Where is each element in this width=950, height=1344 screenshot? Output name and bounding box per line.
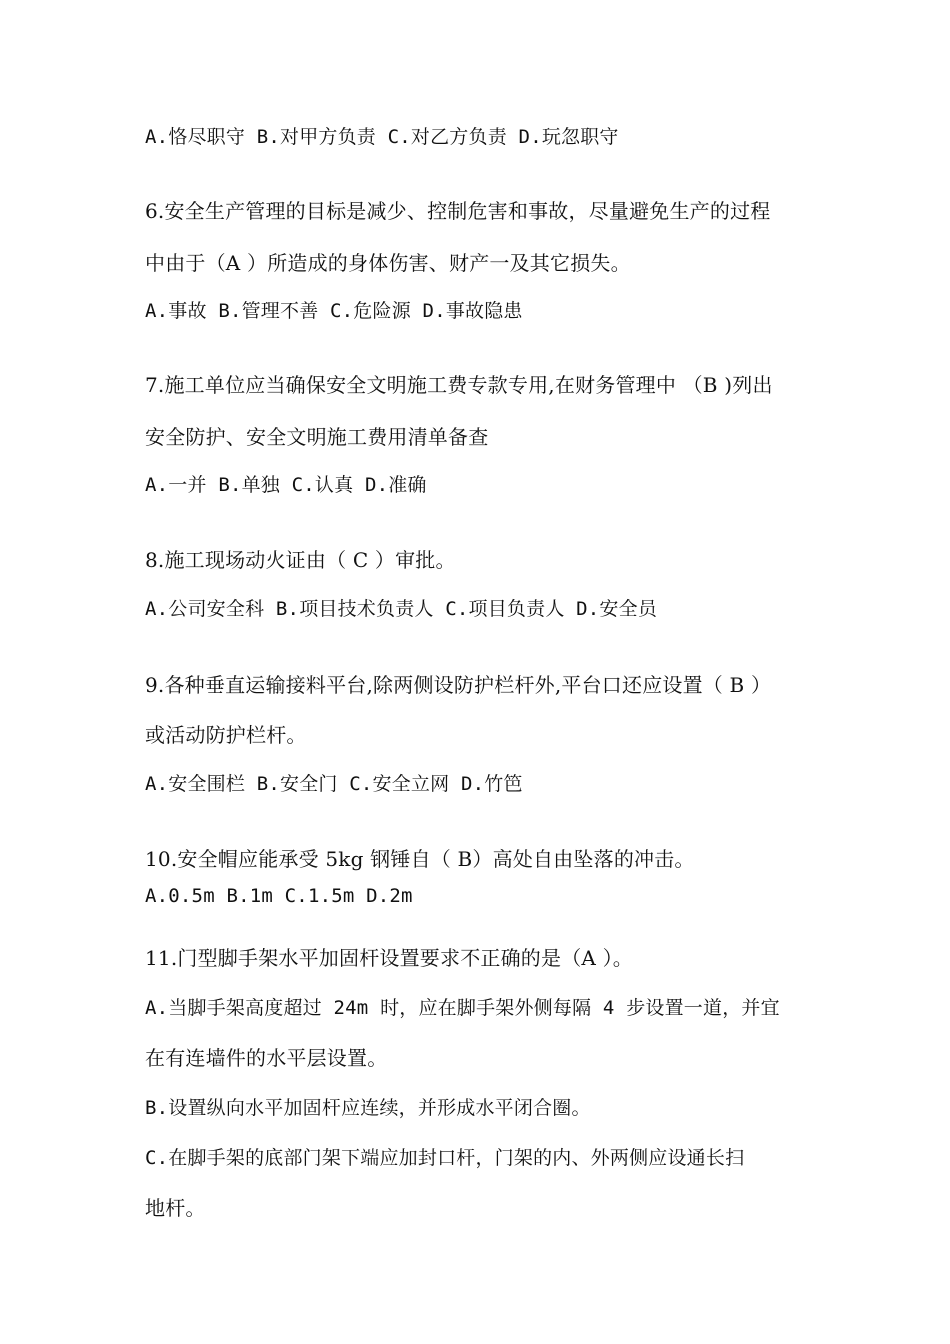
q6-text-line-1: 6.安全生产管理的目标是减少、控制危害和事故，尽量避免生产的过程	[145, 199, 771, 223]
q9-text-line-1: 9.各种垂直运输接料平台,除两侧设防护栏杆外,平台口还应设置（ B ）	[145, 673, 772, 697]
q7-text-line-1: 7.施工单位应当确保安全文明施工费专款专用,在财务管理中 （B )列出	[145, 373, 773, 397]
q10-options: A.0.5m B.1m C.1.5m D.2m	[145, 885, 413, 907]
q10-text-line-1: 10.安全帽应能承受 5kg 钢锤自（ B）高处自由坠落的冲击。	[145, 847, 695, 871]
q7-text-line-2: 安全防护、安全文明施工费用清单备查	[145, 425, 489, 449]
q6-options: A.事故 B.管理不善 C.危险源 D.事故隐患	[145, 300, 523, 322]
q8-options: A.公司安全科 B.项目技术负责人 C.项目负责人 D.安全员	[145, 598, 658, 620]
q8-text-line-1: 8.施工现场动火证由（ C ）审批。	[145, 548, 456, 572]
q11-option-a-line-2: 在有连墙件的水平层设置。	[145, 1046, 388, 1070]
q9-options: A.安全围栏 B.安全门 C.安全立网 D.竹笆	[145, 773, 523, 795]
q11-text-line-1: 11.门型脚手架水平加固杆设置要求不正确的是（A ）。	[145, 946, 634, 970]
q9-text-line-2: 或活动防护栏杆。	[145, 723, 307, 747]
q6-text-line-2: 中由于（A ）所造成的身体伤害、财产一及其它损失。	[145, 251, 631, 275]
q7-options: A.一并 B.单独 C.认真 D.准确	[145, 474, 427, 496]
q11-option-c-line-1: C.在脚手架的底部门架下端应加封口杆，门架的内、外两侧应设通长扫	[145, 1147, 745, 1169]
q11-option-b: B.设置纵向水平加固杆应连续，并形成水平闭合圈。	[145, 1097, 591, 1119]
q11-option-a-line-1: A.当脚手架高度超过 24m 时，应在脚手架外侧每隔 4 步设置一道，并宜	[145, 997, 780, 1019]
q5-options: A.恪尽职守 B.对甲方负责 C.对乙方负责 D.玩忽职守	[145, 126, 619, 148]
q11-option-c-line-2: 地杆。	[145, 1196, 206, 1220]
